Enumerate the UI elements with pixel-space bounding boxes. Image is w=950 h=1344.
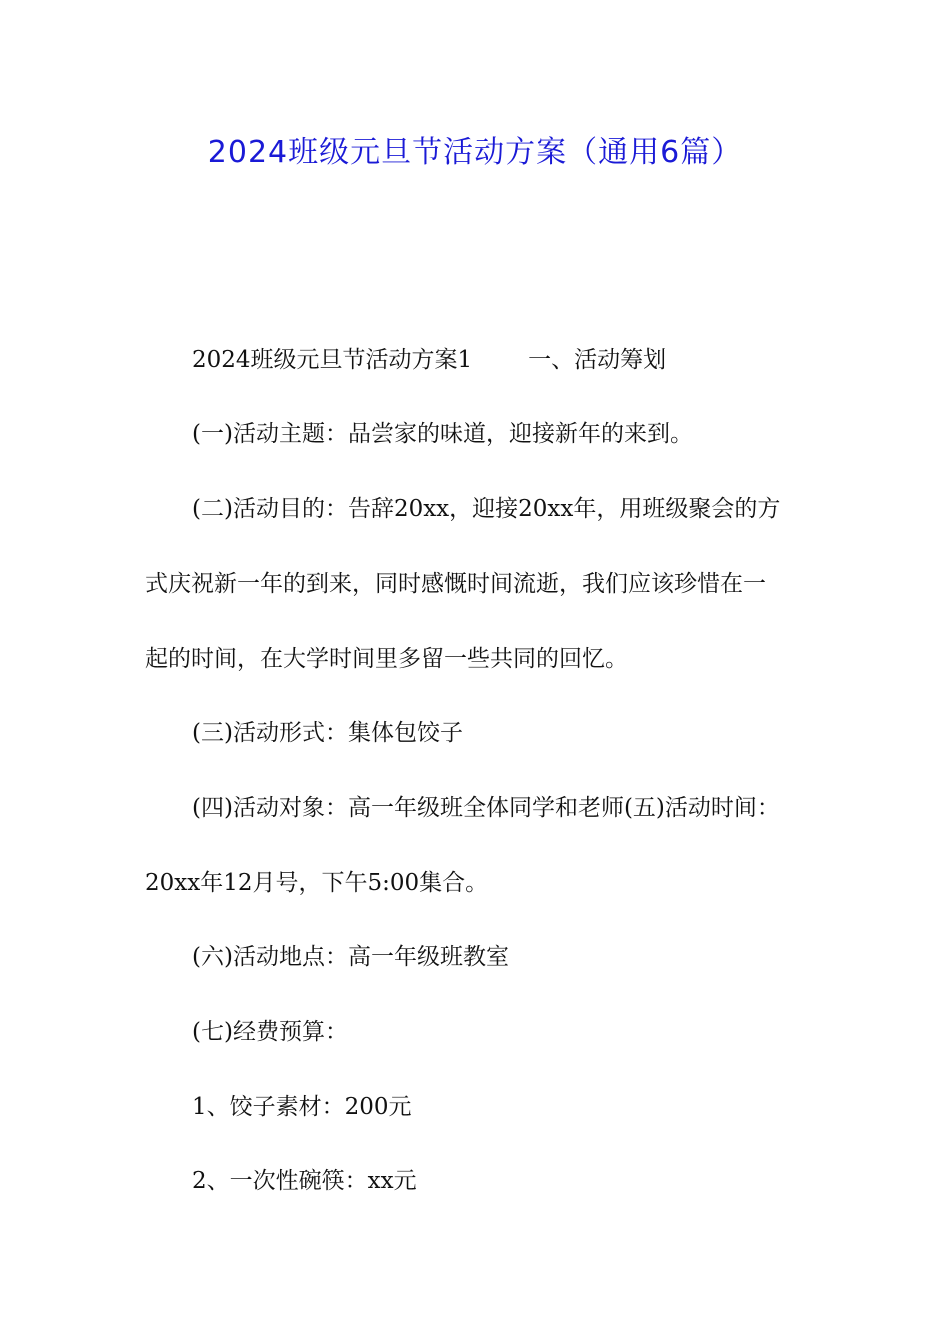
document-title: 2024班级元旦节活动方案（通用6篇）: [207, 135, 743, 170]
paragraph-line: (四)活动对象：高一年级班全体同学和老师(五)活动时间：: [192, 795, 780, 821]
paragraph-line: 式庆祝新一年的到来，同时感慨时间流逝，我们应该珍惜在一: [145, 571, 766, 597]
paragraph-line: (六)活动地点：高一年级班教室: [192, 944, 509, 970]
paragraph-line: 20xx年12月号，下午5:00集合。: [145, 870, 489, 896]
section-heading: [192, 340, 666, 380]
paragraph-line: (二)活动目的：告辞20xx，迎接20xx年，用班级聚会的方: [192, 496, 781, 522]
paragraph-line: 1、饺子素材：200元: [192, 1094, 412, 1120]
paragraph-line: 起的时间，在大学时间里多留一些共同的回忆。: [145, 646, 628, 672]
heading-right: 一、活动筹划: [528, 347, 667, 373]
paragraph-line: (三)活动形式：集体包饺子: [192, 720, 463, 746]
paragraph-line: 2、一次性碗筷：xx元: [192, 1168, 417, 1194]
paragraph-line: (七)经费预算：: [192, 1019, 348, 1045]
heading-left: 2024班级元旦节活动方案1: [192, 347, 473, 373]
paragraph-line: (一)活动主题：品尝家的味道，迎接新年的来到。: [192, 421, 693, 447]
